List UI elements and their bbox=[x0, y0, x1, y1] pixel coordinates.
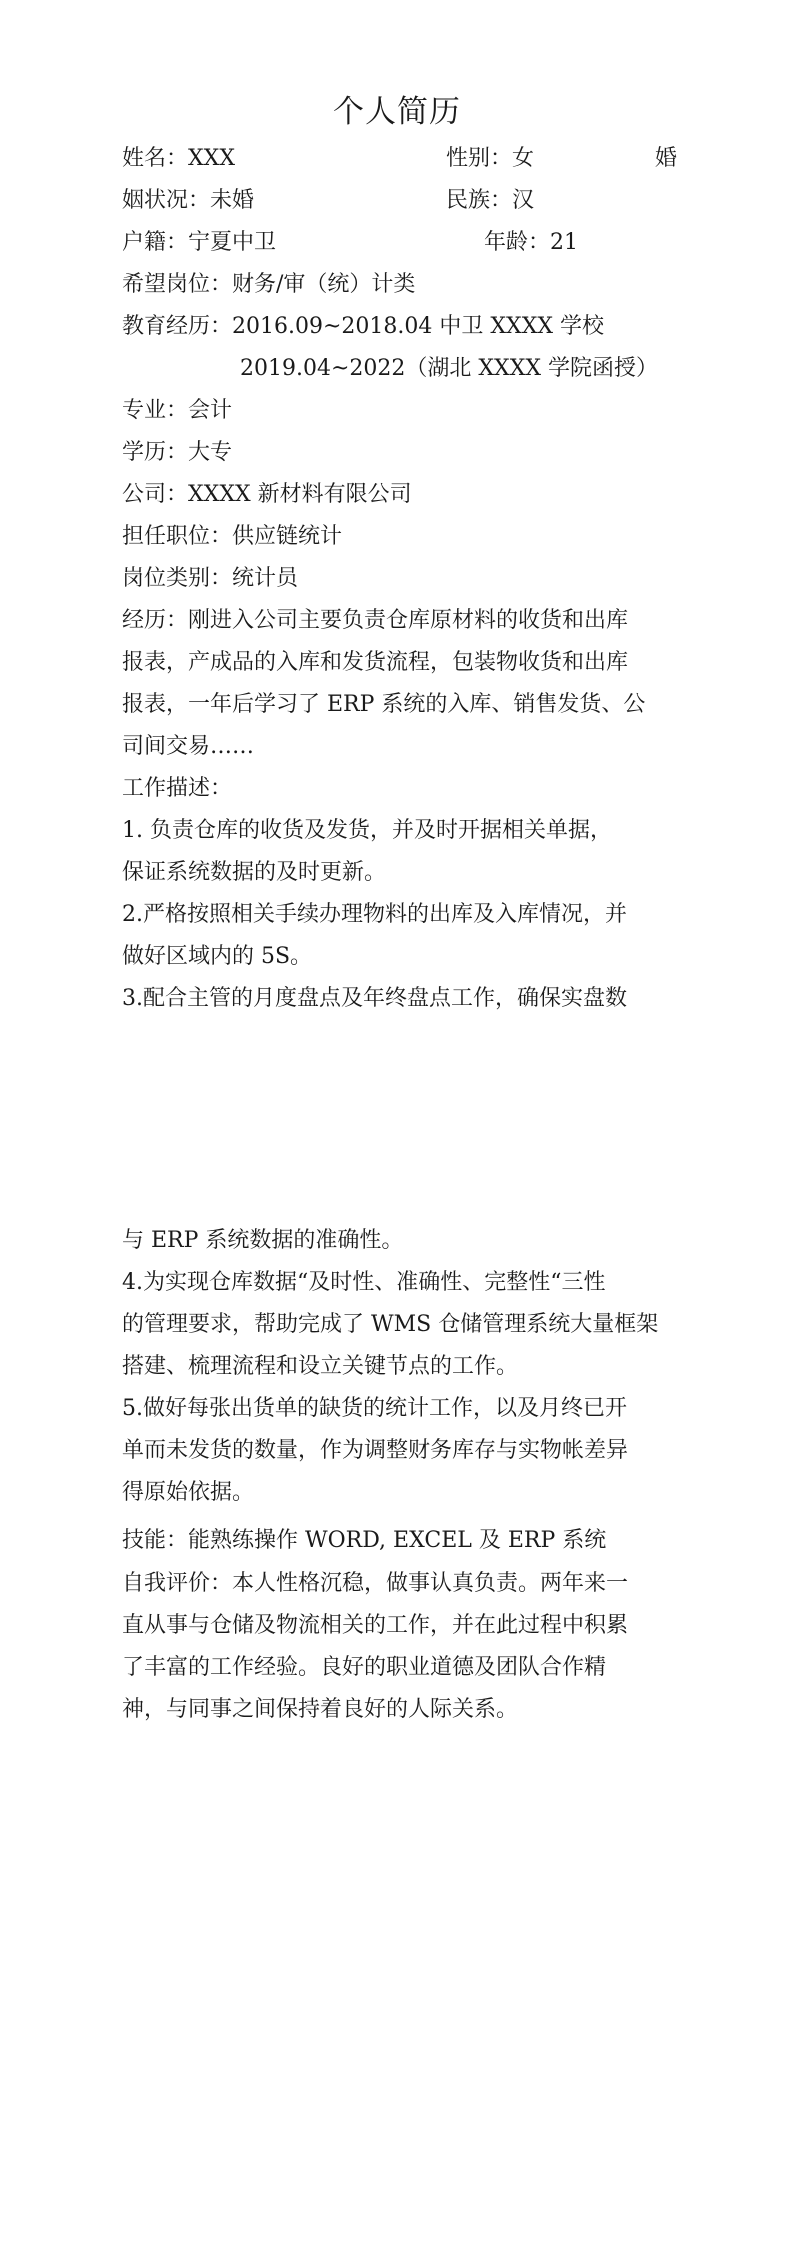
self-evaluation-paragraph bbox=[122, 1563, 680, 1731]
field-age: 年龄：21 bbox=[484, 230, 578, 255]
work-item-line: 与 ERP 系统数据的准确性。 bbox=[122, 1228, 404, 1253]
field-desired-position: 希望岗位：财务/审（统）计类 bbox=[122, 272, 416, 297]
work-item-line: 2.严格按照相关手续办理物料的出库及入库情况，并 bbox=[122, 902, 627, 927]
experience-paragraph bbox=[122, 600, 680, 768]
work-heading: 工作描述： bbox=[122, 776, 233, 801]
self-evaluation-line: 神，与同事之间保持着良好的人际关系。 bbox=[122, 1697, 519, 1722]
work-item-line: 搭建、梳理流程和设立关键节点的工作。 bbox=[122, 1354, 519, 1379]
field-major: 专业：会计 bbox=[122, 398, 233, 423]
experience-line: 司间交易…… bbox=[122, 734, 255, 759]
self-evaluation-line: 了丰富的工作经验。良好的职业道德及团队合作精 bbox=[122, 1655, 607, 1680]
work-item-line: 做好区域内的 5S。 bbox=[122, 944, 313, 969]
field-ethnicity: 民族：汉 bbox=[446, 188, 535, 213]
field-job-title: 担任职位：供应链统计 bbox=[122, 524, 343, 549]
work-item-line: 的管理要求，帮助完成了 WMS 仓储管理系统大量框架 bbox=[122, 1312, 659, 1337]
work-list-part1 bbox=[122, 810, 680, 1020]
field-company: 公司：XXXX 新材料有限公司 bbox=[122, 482, 412, 507]
work-item-line: 4.为实现仓库数据“及时性、准确性、完整性“三性 bbox=[122, 1270, 606, 1295]
field-marital: 姻状况：未婚 bbox=[122, 188, 255, 213]
work-item-line: 保证系统数据的及时更新。 bbox=[122, 860, 387, 885]
self-evaluation-line: 直从事与仓储及物流相关的工作，并在此过程中积累 bbox=[122, 1613, 629, 1638]
field-education-1: 教育经历：2016.09~2018.04 中卫 XXXX 学校 bbox=[122, 314, 605, 339]
work-list-part2 bbox=[122, 1220, 680, 1514]
field-hukou: 户籍：宁夏中卫 bbox=[122, 230, 277, 255]
field-skills: 技能：能熟练操作 WORD, EXCEL 及 ERP 系统 bbox=[122, 1528, 607, 1553]
experience-line: 报表，一年后学习了 ERP 系统的入库、销售发货、公 bbox=[122, 692, 646, 717]
work-item-line: 5.做好每张出货单的缺货的统计工作，以及月终已开 bbox=[122, 1396, 627, 1421]
field-gender: 性别：女 bbox=[446, 146, 535, 171]
field-marital-trail: 婚 bbox=[655, 146, 678, 171]
work-item-line: 1. 负责仓库的收货及发货，并及时开据相关单据， bbox=[122, 818, 612, 843]
experience-line: 经历：刚进入公司主要负责仓库原材料的收货和出库 bbox=[122, 608, 629, 633]
field-job-category: 岗位类别：统计员 bbox=[122, 566, 299, 591]
work-item-line: 得原始依据。 bbox=[122, 1480, 255, 1505]
page-title: 个人简历 bbox=[333, 94, 461, 130]
field-name: 姓名：XXX bbox=[122, 146, 235, 171]
field-degree: 学历：大专 bbox=[122, 440, 233, 465]
field-education-2: 2019.04~2022（湖北 XXXX 学院函授） bbox=[240, 356, 659, 381]
work-item-line: 3.配合主管的月度盘点及年终盘点工作，确保实盘数 bbox=[122, 986, 627, 1011]
experience-line: 报表，产成品的入库和发货流程，包装物收货和出库 bbox=[122, 650, 629, 675]
self-evaluation-line: 自我评价：本人性格沉稳，做事认真负责。两年来一 bbox=[122, 1571, 629, 1596]
work-item-line: 单而未发货的数量，作为调整财务库存与实物帐差异 bbox=[122, 1438, 629, 1463]
